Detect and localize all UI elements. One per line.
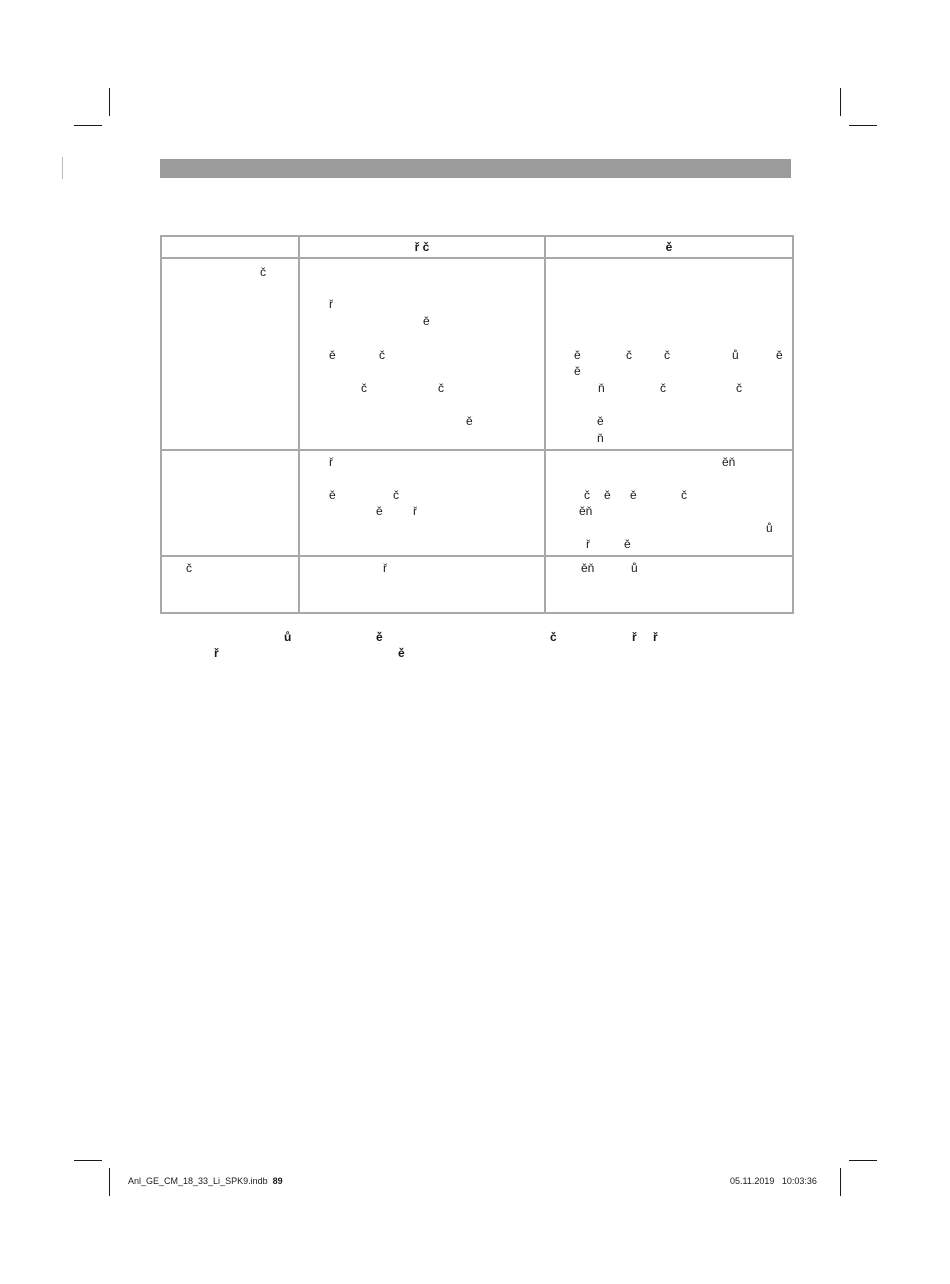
table-cell: [161, 450, 299, 556]
cell-text: ř: [586, 537, 590, 551]
page-number: 89: [272, 1176, 283, 1186]
crop-mark: [62, 157, 63, 179]
table-cell: [545, 258, 793, 450]
table-header-row: [161, 236, 793, 258]
table-header-cell: ř č: [299, 236, 545, 258]
cell-text: č: [626, 348, 632, 362]
cell-text: ř: [329, 455, 333, 469]
cell-text: ě: [329, 348, 336, 362]
cell-text: ň: [598, 381, 605, 395]
crop-mark: [840, 1168, 841, 1196]
cell-text: ě: [574, 348, 581, 362]
cell-text: č: [393, 488, 399, 502]
table-row: [161, 258, 793, 450]
table-cell: [545, 556, 793, 613]
crop-mark: [849, 125, 877, 126]
cell-text: ř: [413, 504, 417, 518]
note-text: č: [550, 630, 557, 644]
section-header-bar: [160, 159, 791, 178]
cell-text: ř: [329, 297, 333, 311]
note-text: ř: [632, 630, 637, 644]
cell-text: ů: [631, 561, 638, 575]
cell-text: ě: [376, 504, 383, 518]
cell-text: č: [260, 265, 266, 279]
cell-text: ř: [383, 561, 387, 575]
print-time: 10:03:36: [781, 1176, 817, 1186]
cell-text: č: [186, 561, 192, 575]
table-cell: [299, 450, 545, 556]
cell-text: ěň: [722, 455, 736, 469]
crop-mark: [109, 88, 110, 116]
cell-text: č: [664, 348, 670, 362]
cell-text: ěň: [581, 561, 595, 575]
troubleshooting-table: [160, 235, 794, 614]
cell-text: ů: [732, 348, 739, 362]
crop-mark: [74, 125, 102, 126]
table-header-cell: ě: [545, 236, 793, 258]
table-cell: [545, 450, 793, 556]
cell-text: ě: [574, 364, 581, 378]
cell-text: ě: [597, 414, 604, 428]
cell-text: ě: [423, 314, 430, 328]
cell-text: č: [438, 381, 444, 395]
cell-text: ěň: [579, 504, 593, 518]
cell-text: ň: [597, 431, 604, 445]
note-text: ř: [214, 646, 219, 660]
note-text: ů: [284, 630, 292, 644]
crop-mark: [74, 1160, 102, 1161]
cell-text: č: [681, 488, 687, 502]
cell-text: ě: [776, 348, 783, 362]
file-name: Anl_GE_CM_18_33_Li_SPK9.indb: [128, 1176, 268, 1186]
print-date: 05.11.2019: [730, 1176, 775, 1186]
note-text: ě: [376, 630, 383, 644]
crop-mark: [849, 1160, 877, 1161]
table-row: [161, 450, 793, 556]
cell-text: č: [660, 381, 666, 395]
table-cell: [299, 556, 545, 613]
cell-text: ů: [766, 521, 773, 535]
note-text: ě: [398, 646, 405, 660]
note-text: ř: [653, 630, 658, 644]
table-row: [161, 556, 793, 613]
cell-text: ě: [329, 488, 336, 502]
crop-mark: [840, 88, 841, 116]
table-cell: [161, 258, 299, 450]
crop-mark: [109, 1168, 110, 1196]
cell-text: č: [379, 348, 385, 362]
cell-text: č: [361, 381, 367, 395]
cell-text: ě: [466, 414, 473, 428]
cell-text: č: [584, 488, 590, 502]
cell-text: ě: [624, 537, 631, 551]
cell-text: č: [736, 381, 742, 395]
print-footer-file: [128, 1176, 283, 1186]
table-header-cell: [161, 236, 299, 258]
cell-text: ě: [604, 488, 611, 502]
table-cell: [299, 258, 545, 450]
cell-text: ě: [630, 488, 637, 502]
table-cell: [161, 556, 299, 613]
print-footer-date: [730, 1176, 817, 1186]
